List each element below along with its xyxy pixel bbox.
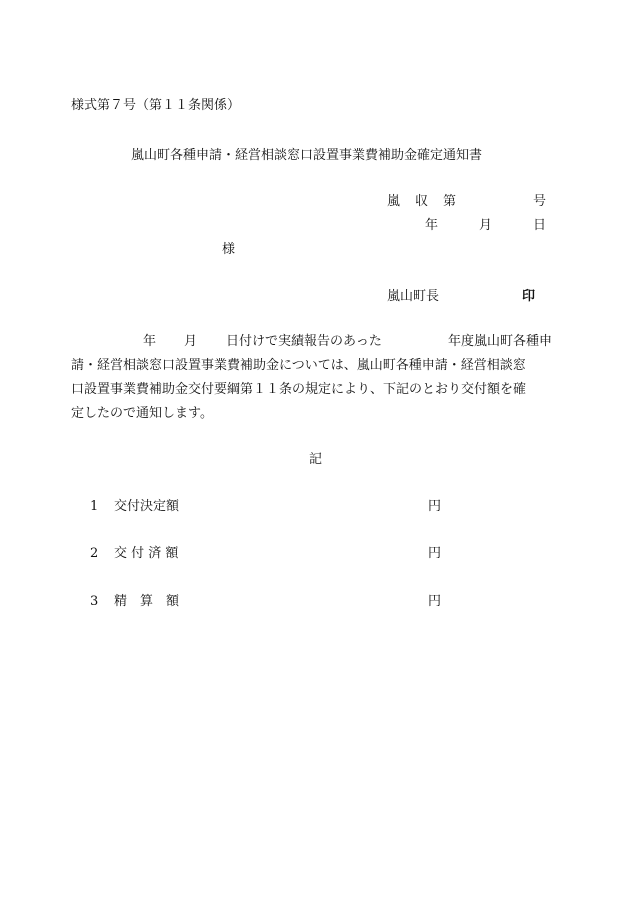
seal-mark: 印 [522,289,536,304]
addressee-suffix: 様 [222,242,236,257]
item-label: 精 算 額 [114,594,180,609]
body-text-b: 年度嵐山町各種申 [448,334,553,349]
issue-date [387,218,547,234]
item-unit: 円 [428,499,442,514]
date-year: 年 [425,218,439,233]
body-line-3 [71,378,561,402]
ki-heading: 記 [309,452,323,467]
item-label: 交 付 済 額 [114,546,179,561]
body-year: 年 [143,334,157,349]
item-unit: 円 [428,546,442,561]
item-label: 交付決定額 [114,499,180,514]
issue-number-part3: 第 [443,194,457,209]
issue-number [387,194,547,210]
body-text-line3: 口設置事業費補助金交付要綱第１１条の規定により、下記のとおり交付額を確 [71,382,527,397]
item-number: 3 [90,594,99,609]
item-unit: 円 [428,594,442,609]
body-line-1 [71,330,561,354]
body-line-4 [71,402,561,426]
issuer-name: 嵐山町長 [387,289,440,304]
form-number: 様式第７号（第１１条関係） [71,98,241,113]
issue-number-part4: 号 [533,194,547,209]
item-grant-decision-amount [90,499,450,515]
body-text-line2: 請・経営相談窓口設置事業費補助金については、嵐山町各種申請・経営相談窓 [71,358,526,373]
item-paid-amount [90,546,450,562]
item-number: 2 [90,546,99,561]
body-text-a: 日付けで実績報告のあった [226,334,382,349]
notice-body [71,330,561,426]
item-number: 1 [90,499,99,514]
date-month: 月 [479,218,493,233]
item-settlement-amount [90,594,450,610]
document-title: 嵐山町各種申請・経営相談窓口設置事業費補助金確定通知書 [131,148,483,163]
body-line-2 [71,354,561,378]
issue-number-part2: 収 [415,194,429,209]
body-text-line4: 定したので通知します。 [71,406,213,421]
date-day: 日 [533,218,547,233]
body-month: 月 [184,334,198,349]
issue-number-part1: 嵐 [387,194,401,209]
